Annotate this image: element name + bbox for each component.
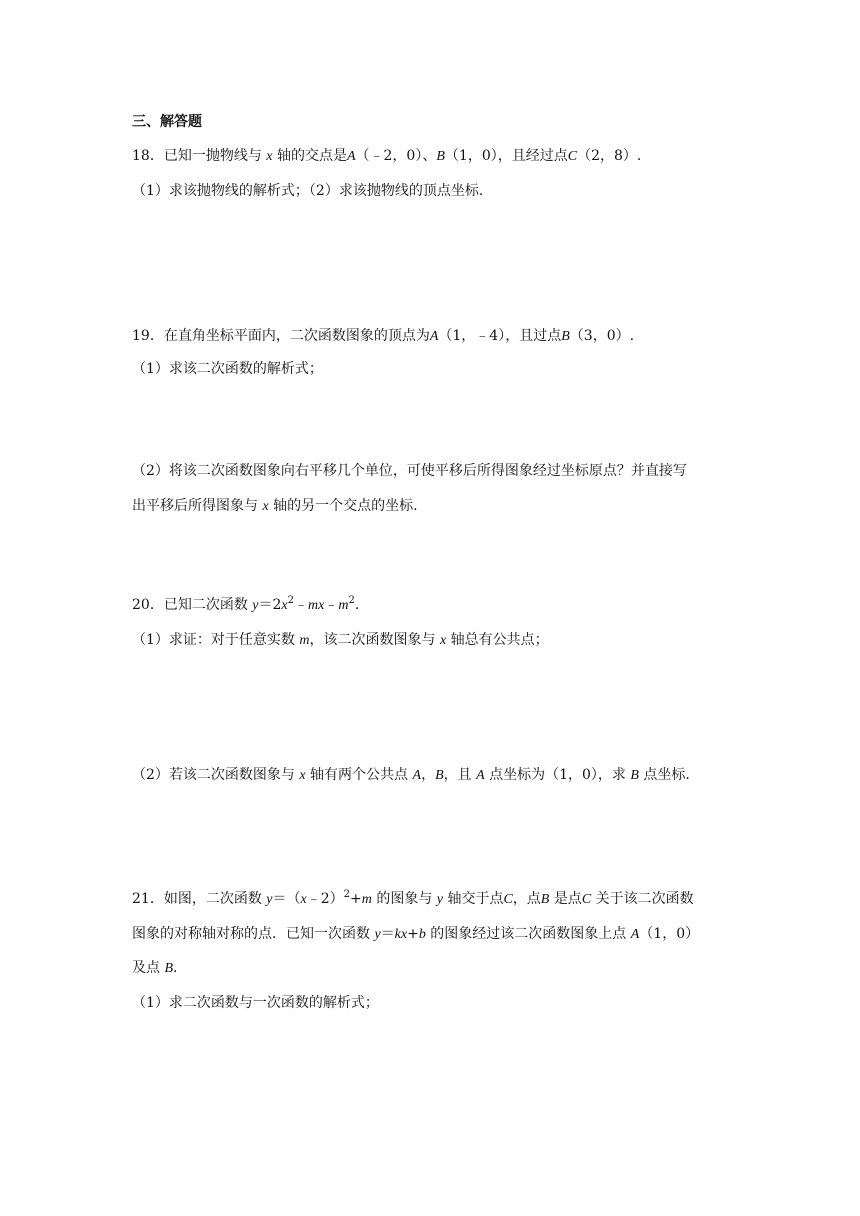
question-21-line-3: 及点 B. [132, 960, 178, 976]
question-18-stem: 18．已知一抛物线与 x 轴的交点是A（﹣2，0）、B（1，0），且经过点C（2，8）. [132, 148, 642, 164]
question-number: 18． [132, 148, 164, 164]
question-19-part-1: （1）求该二次函数的解析式； [132, 361, 323, 377]
question-21-part-1: （1）求二次函数与一次函数的解析式； [132, 995, 379, 1011]
question-20-stem: 20．已知二次函数 $y=2x^2﹣mx﹣m^2$. [132, 595, 360, 613]
question-21-line-1: 21．如图，二次函数 y＝（x﹣2）$^2$+m 的图象与 y 轴交于点C，点B 是点C 关于该二次函数 [132, 889, 694, 907]
question-18-parts: （1）求该抛物线的解析式；（2）求该抛物线的顶点坐标. [132, 183, 484, 199]
question-number: 19． [132, 328, 164, 344]
question-20-part-2: （2）若该二次函数图象与 x 轴有两个公共点 A，B，且 A 点坐标为（1，0），求 B 点坐标. [132, 767, 690, 783]
question-number: 21． [132, 891, 164, 907]
question-19-part-2-line-1: （2）将该二次函数图象向右平移几个单位，可使平移后所得图象经过坐标原点？并直接写 [132, 463, 687, 479]
section-heading: 三、解答题 [132, 114, 202, 130]
question-21-line-2: 图象的对称轴对称的点．已知一次函数 y＝kx+b 的图象经过该二次函数图象上点 A（1，0） [132, 926, 700, 942]
question-20-part-1: （1）求证：对于任意实数 m，该二次函数图象与 x 轴总有公共点； [132, 632, 549, 648]
question-19-part-2-line-2: 出平移后所得图象与 x 轴的另一个交点的坐标. [132, 498, 418, 514]
question-19-stem: 19．在直角坐标平面内，二次函数图象的顶点为A（1，﹣4），且过点B（3，0）. [132, 328, 635, 344]
question-number: 20． [132, 597, 164, 613]
